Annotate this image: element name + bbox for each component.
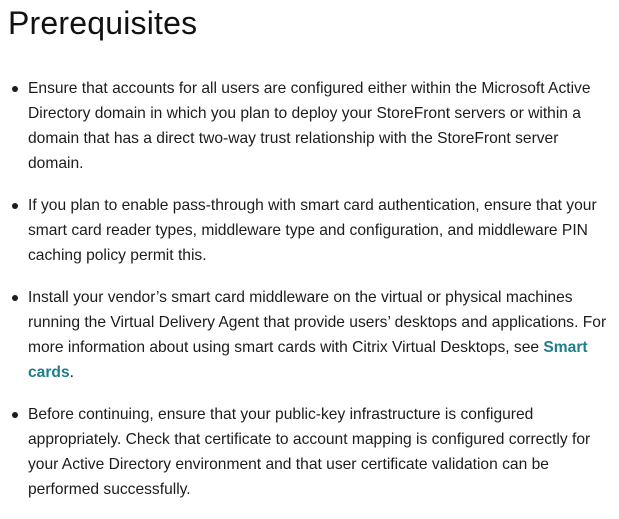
bullet-text: Install your vendor’s smart card middleware on the virtual or physical machines running the Virtual Delivery Agent that provide users’ desktops and applications. For more information about using smart cards with Citrix Virtual Desktops, see: [28, 289, 607, 356]
prerequisites-list: [0, 76, 619, 519]
bullet-text-end: .: [69, 364, 74, 381]
bullet-icon: [12, 203, 18, 209]
bullet-text: Ensure that accounts for all users are configured either within the Microsoft Active Directory domain in which you plan to deploy your StoreFront servers or within a domain that has a direct two-way trust relationship with the StoreFront server domain.: [28, 80, 591, 172]
page-title: Prerequisites: [8, 5, 198, 41]
bullet-icon: [12, 86, 18, 92]
list-item: [0, 193, 619, 268]
list-item: [0, 402, 619, 502]
bullet-text: If you plan to enable pass-through with smart card authentication, ensure that your smart card reader types, middleware type and configuration, and middleware PIN caching policy permit this.: [28, 197, 597, 264]
bullet-icon: [12, 412, 18, 418]
list-item: [0, 285, 619, 385]
bullet-text: Before continuing, ensure that your public-key infrastructure is configured appropriately. Check that certificate to account mapping is configured correctly for your Active Directory environment and that user certificate validation can be performed successfully.: [28, 406, 591, 498]
smart-cards-link[interactable]: Smart cards: [28, 339, 588, 381]
list-item: [0, 76, 619, 176]
bullet-icon: [12, 295, 18, 301]
